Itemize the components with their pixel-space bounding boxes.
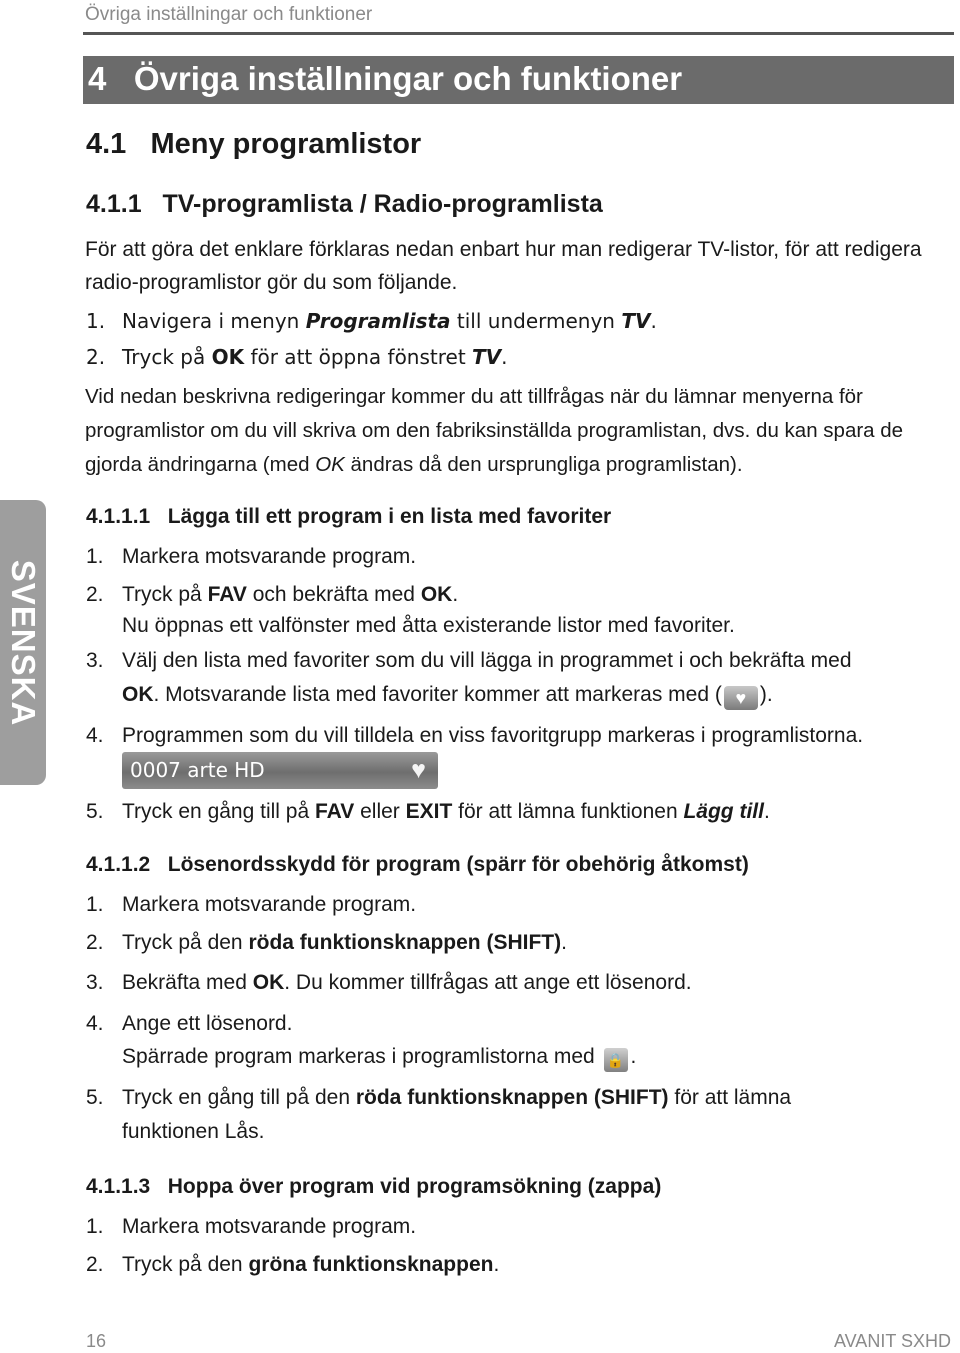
key-label: OK [315,453,345,476]
lock-step-4: 4. Ange ett lösenord. [86,1012,293,1035]
step-text: till undermenyn [450,309,622,333]
chapter-number: 4 [88,60,107,97]
lock-step-3: 3. Bekräfta med OK. Du kommer tillfrågas att ange ett lösenord. [86,971,692,994]
fav-step-3-line-2: OK. Motsvarande lista med favoriter kommer att markeras med ( ♥ ). [122,683,773,708]
fav-step-2-line-2: Nu öppnas ett valfönster med åtta existerande listor med favoriter. [122,614,735,637]
step-number: 1. [86,309,106,333]
fav-step-4: 4. Programmen som du vill tilldela en viss favoritgrupp markeras i programlistorna. [86,724,864,747]
intro-step-1 [86,309,657,333]
step-text: . [501,345,508,369]
green-key: gröna funktionsknappen [248,1253,494,1276]
intro-paragraph: För att göra det enklare förklaras nedan enbart hur man redigerar TV-listor, för att redigera radio-programlistor gör du som följande. [85,238,922,294]
intro-step-2 [86,345,508,369]
note-paragraph: Vid nedan beskrivna redigeringar kommer du att tillfrågas när du lämnar menyerna för programlistor om du vill skriva om den fabriksinställda programlistan, dvs. du kan spara de gjorda ändringarna (med OK ändras då den ursprungliga programlistan). [85,385,904,476]
section-title: Meny programlistor [150,128,422,160]
window-name: TV [472,345,502,369]
skip-step-2: 2. Tryck på den gröna funktionsknappen. [86,1253,500,1276]
step-text: för att öppna fönstret [244,345,473,369]
header-rule [83,32,954,35]
menu-name: Programlista [305,309,451,333]
lock-step-5: 5. Tryck en gång till på den röda funktionsknappen (SHIFT) för att lämna [86,1086,792,1109]
chapter-title [88,60,682,98]
section-number: 4.1 [86,128,127,160]
function-name: Lägg till [683,800,764,823]
ok-key: OK [252,971,285,994]
fav-step-5: 5. Tryck en gång till på FAV eller EXIT för att lämna funktionen Lägg till. [86,800,770,823]
lock-step-5-line-2: funktionen Lås. [122,1120,265,1143]
subsection-title: TV-programlista / Radio-programlista [162,190,603,218]
skip-heading: 4.1.1.3 Hoppa över program vid programsökning (zappa) [86,1175,662,1198]
language-tab-label: SVENSKA [5,559,42,726]
chapter-title-text: Övriga inställningar och funktioner [133,60,683,97]
fav-key: FAV [314,800,355,823]
submenu-name: TV [621,309,651,333]
fav-step-3: 3. Välj den lista med favoriter som du vill lägga in programmet i och bekräfta med [86,649,852,672]
key-label: OK [211,345,245,369]
fav-heading: 4.1.1.1 Lägga till ett program i en lista med favoriter [86,505,612,528]
channel-label: 0007 arte HD [130,758,265,782]
fav-key: FAV [207,583,247,606]
running-header: Övriga inställningar och funktioner [85,4,373,25]
step-text: Navigera i menyn [122,309,306,333]
step-text: . [650,309,657,333]
lock-step-2: 2. Tryck på den röda funktionsknappen (SHIFT). [86,931,567,954]
lock-step-4-line-2: Spärrade program markeras i programlistorna med 🔒 . [122,1045,636,1072]
fav-step-2: 2. Tryck på FAV och bekräfta med OK. [86,583,459,606]
channel-list-row [122,752,438,789]
step-text: Tryck på [122,345,212,369]
step-number: 2. [86,345,106,369]
subsection-heading [86,190,603,219]
skip-step-1: 1. Markera motsvarande program. [86,1215,417,1238]
heart-icon: ♥ [411,756,426,784]
exit-key: EXIT [405,800,453,823]
red-key: röda funktionsknappen (SHIFT) [355,1086,669,1109]
product-name: AVANIT SXHD [833,1331,951,1351]
subsection-number: 4.1.1 [86,190,142,218]
red-key: röda funktionsknappen (SHIFT) [248,931,562,954]
heart-icon: ♥ [724,686,758,710]
fav-step-1: 1. Markera motsvarande program. [86,545,417,568]
language-tab [0,500,46,785]
ok-key: OK [420,583,453,606]
lock-heading: 4.1.1.2 Lösenordsskydd för program (spärr för obehörig åtkomst) [86,853,749,876]
lock-step-1: 1. Markera motsvarande program. [86,893,417,916]
section-heading [86,128,421,161]
lock-icon: 🔒 [604,1048,628,1072]
ok-key: OK [122,683,154,706]
page-number: 16 [86,1331,107,1351]
